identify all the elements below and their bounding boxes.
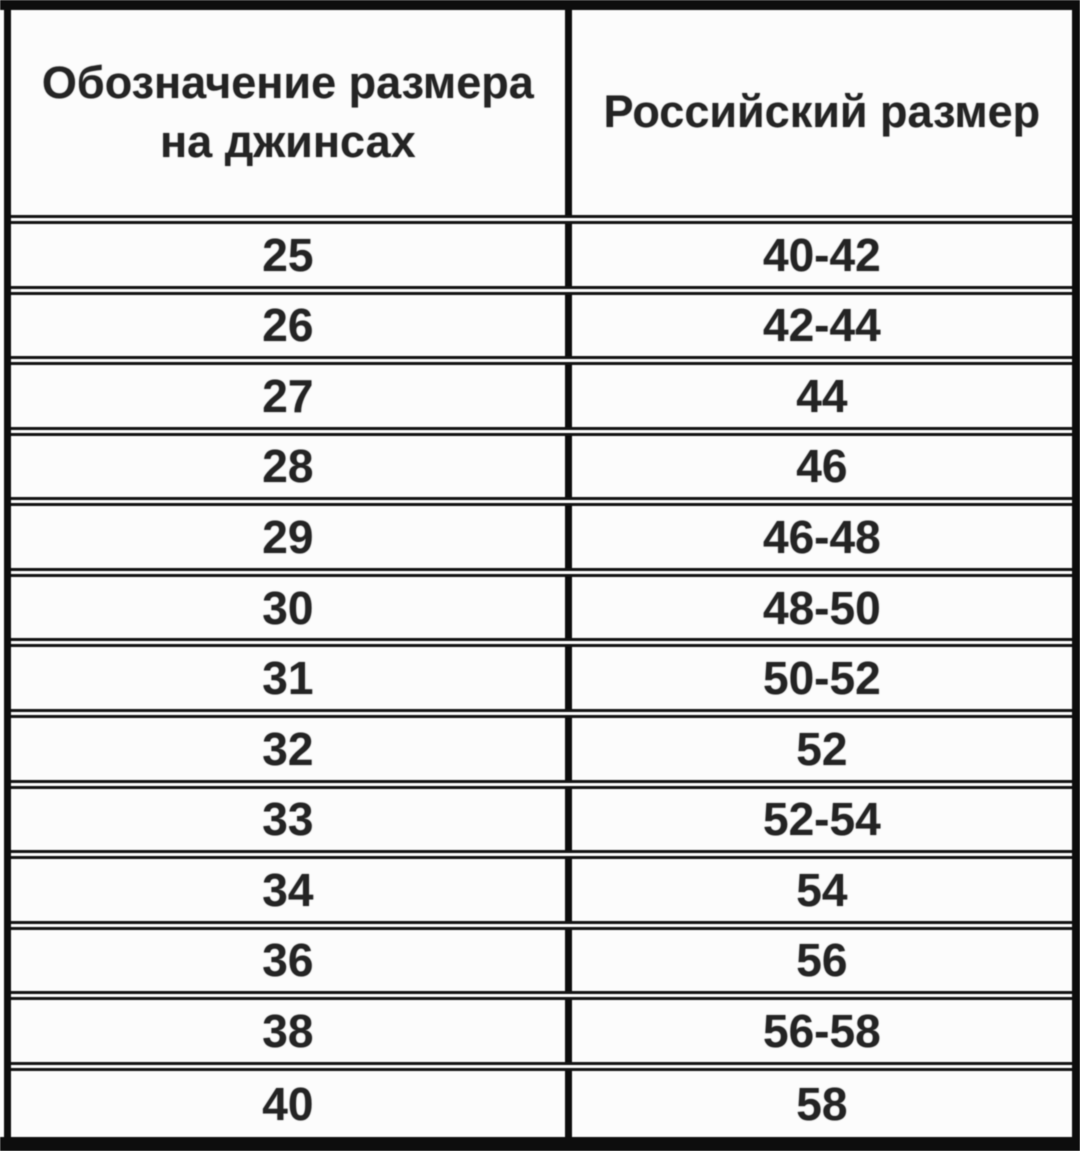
russian-size-cell: 40-42 [568,220,1072,291]
header-russian-size: Российский размер [568,10,1072,220]
table-row [11,925,1072,996]
jeans-size-cell: 29 [11,502,568,573]
russian-size-cell: 44 [568,361,1072,432]
header-row [11,10,1072,220]
jeans-size-cell: 28 [11,431,568,502]
jeans-size-cell: 25 [11,220,568,291]
russian-size-cell: 46-48 [568,502,1072,573]
jeans-size-conversion-table [11,10,1072,1137]
jeans-size-cell: 40 [11,1066,568,1137]
table-row [11,643,1072,714]
table-row [11,572,1072,643]
table-row [11,220,1072,291]
jeans-size-cell: 32 [11,713,568,784]
table-row [11,996,1072,1067]
table-row [11,784,1072,855]
table-row [11,361,1072,432]
jeans-size-cell: 27 [11,361,568,432]
table-row [11,431,1072,502]
jeans-size-cell: 31 [11,643,568,714]
jeans-size-cell: 26 [11,290,568,361]
jeans-size-cell: 36 [11,925,568,996]
table-row [11,855,1072,926]
russian-size-cell: 54 [568,855,1072,926]
russian-size-cell: 52-54 [568,784,1072,855]
table-outer-border-bottom [0,1137,1080,1151]
header-jeans-size-line2: на джинсах [160,115,416,167]
table-row [11,1066,1072,1137]
russian-size-cell: 52 [568,713,1072,784]
table-row [11,502,1072,573]
header-jeans-size [11,10,568,220]
table-outer-border-top [0,0,1080,10]
russian-size-cell: 48-50 [568,572,1072,643]
jeans-size-cell: 34 [11,855,568,926]
russian-size-cell: 56 [568,925,1072,996]
header-jeans-size-line1: Обозначение размера [41,57,534,108]
jeans-size-cell: 30 [11,572,568,643]
size-table-container [4,10,1080,1137]
table-row [11,290,1072,361]
russian-size-cell: 58 [568,1066,1072,1137]
jeans-size-cell: 38 [11,996,568,1067]
russian-size-cell: 42-44 [568,290,1072,361]
russian-size-cell: 46 [568,431,1072,502]
table-row [11,713,1072,784]
jeans-size-cell: 33 [11,784,568,855]
russian-size-cell: 56-58 [568,996,1072,1067]
russian-size-cell: 50-52 [568,643,1072,714]
